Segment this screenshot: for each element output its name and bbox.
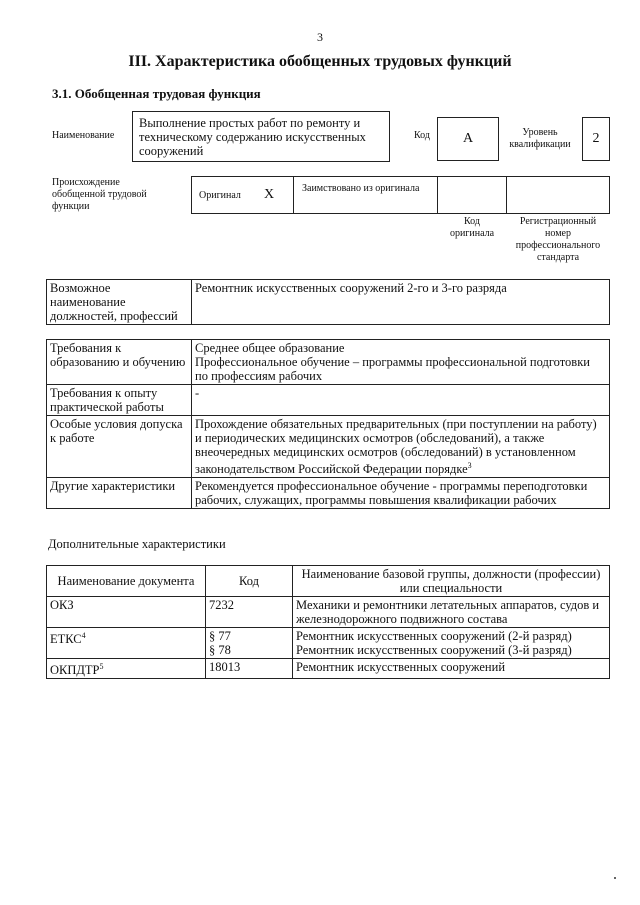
origin-label: Происхождение обобщенной трудовой функции: [52, 177, 147, 212]
doc-name: ОКЗ: [50, 598, 74, 612]
table-row: [47, 340, 610, 385]
positions-label: Возможное наименование должностей, профессий: [47, 280, 192, 325]
req-line: Профессиональное обучение – программы профессиональной подготовки по профессиям рабочих: [195, 355, 590, 383]
function-name-value: Выполнение простых работ по ремонту и техническому содержанию искусственных сооружений: [139, 116, 366, 158]
header-name: Наименование базовой группы, должности (профессии) или специальности: [293, 566, 610, 597]
table-row: [47, 597, 610, 628]
level-label: Уровень квалификации: [509, 127, 571, 150]
name-cell: Механики и ремонтники летательных аппаратов, судов и железнодорожного подвижного состава: [293, 597, 610, 628]
footnote-ref: 3: [467, 461, 472, 470]
code-label: Код: [414, 130, 430, 141]
header-code: Код: [206, 566, 293, 597]
table-header-row: [47, 566, 610, 597]
code-line: § 78: [209, 643, 231, 657]
additional-title: Дополнительные характеристики: [48, 537, 226, 551]
additional-table: [46, 565, 610, 679]
header-doc: Наименование документа: [47, 566, 206, 597]
code-line: § 77: [209, 629, 231, 643]
req-value: Рекомендуется профессиональное обучение - программы переподготовки рабочих, служащих, программы повышения квалификации рабочих: [192, 478, 610, 509]
req-line: Среднее общее образование: [195, 341, 345, 355]
req-label: Требования к опыту практической работы: [47, 385, 192, 416]
doc-cell: [47, 659, 206, 679]
table-row: [47, 280, 610, 325]
function-name-box: [132, 111, 390, 162]
name-line: Ремонтник искусственных сооружений (2-й разряд): [296, 629, 572, 643]
doc-name: ОКПДТР: [50, 663, 100, 678]
name-cell: Ремонтник искусственных сооружений: [293, 659, 610, 679]
doc-name: ЕТКС: [50, 632, 82, 647]
req-label: Особые условия допуска к работе: [47, 416, 192, 478]
req-value: -: [192, 385, 610, 416]
scan-artifact: [614, 877, 616, 879]
original-label: Оригинал: [199, 190, 241, 201]
doc-cell: [47, 597, 206, 628]
table-row: [47, 478, 610, 509]
level-value: 2: [592, 131, 600, 146]
requirements-table: [46, 339, 610, 509]
req-value: [192, 340, 610, 385]
table-row: [47, 628, 610, 659]
code-box: [437, 117, 499, 161]
name-line: Ремонтник искусственных сооружений (3-й разряд): [296, 643, 572, 657]
borrowed-cell: [293, 176, 438, 214]
code-value: А: [462, 131, 474, 146]
original-mark: Х: [264, 187, 275, 202]
positions-table: [46, 279, 610, 325]
req-label: Требования к образованию и обучению: [47, 340, 192, 385]
table-row: [47, 659, 610, 679]
req-label: Другие характеристики: [47, 478, 192, 509]
name-cell: [293, 628, 610, 659]
positions-value: Ремонтник искусственных сооружений 2-го и 3-го разряда: [192, 280, 610, 325]
footnote-ref: 5: [99, 662, 104, 671]
req-value: [192, 416, 610, 478]
table-row: [47, 416, 610, 478]
section-subtitle: 3.1. Обобщенная трудовая функция: [52, 86, 261, 101]
code-original-label: Код оригинала: [449, 216, 495, 239]
code-cell: [206, 628, 293, 659]
code-cell: 7232: [206, 597, 293, 628]
reg-number-label: Регистрационный номер профессионального стандарта: [515, 216, 601, 263]
borrowed-label: Заимствовано из оригинала: [302, 183, 420, 194]
footnote-ref: 4: [81, 631, 86, 640]
table-row: [47, 385, 610, 416]
function-name-label: Наименование: [52, 130, 115, 141]
code-original-cell: [437, 176, 507, 214]
section-title: III. Характеристика обобщенных трудовых функций: [128, 53, 512, 70]
req-line: Прохождение обязательных предварительных (при поступлении на работу) и периодических медицинских осмотров (обследований), а также внеочередных медицинских осмотров (обследований) в установленном законодательством Российской Федерации порядке: [195, 417, 597, 477]
doc-cell: [47, 628, 206, 659]
level-box: [582, 117, 610, 161]
code-cell: 18013: [206, 659, 293, 679]
page-number: 3: [317, 30, 323, 44]
reg-number-cell: [506, 176, 610, 214]
original-cell: [191, 176, 294, 214]
